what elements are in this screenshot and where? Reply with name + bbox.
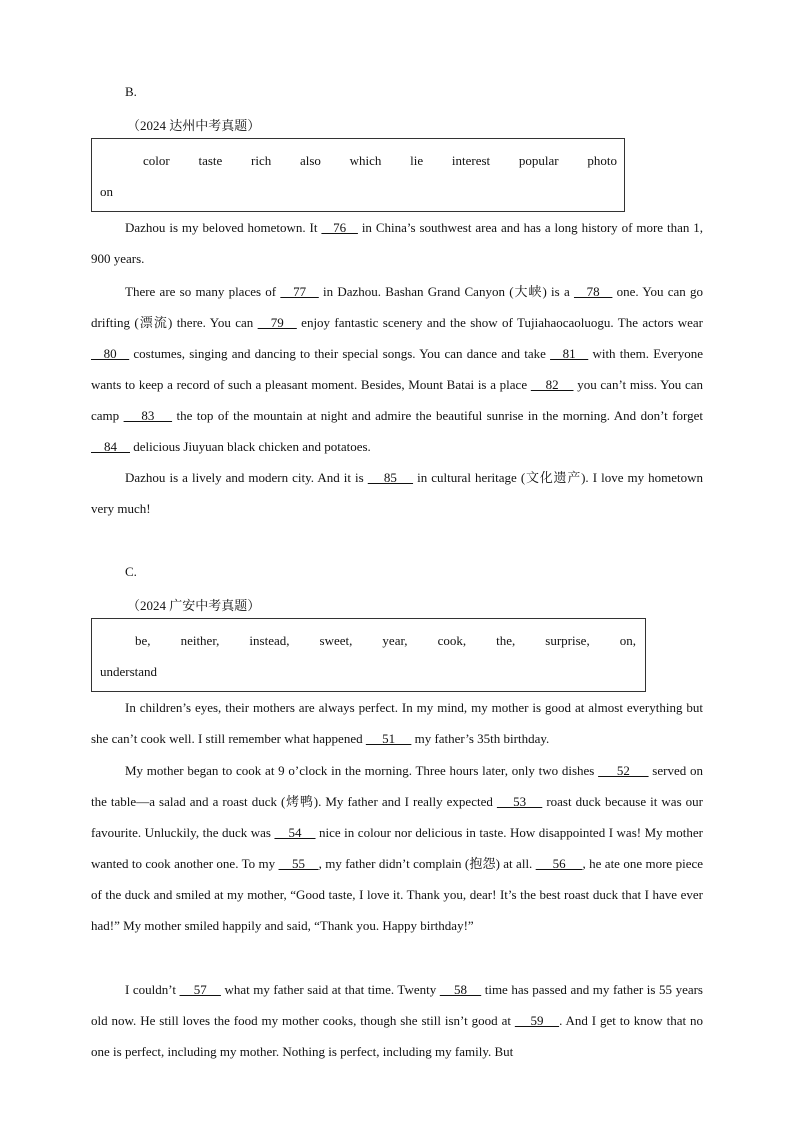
section-b-word-box — [91, 138, 625, 212]
word-bank-item: on, — [619, 633, 636, 648]
word-bank-item: on — [100, 184, 113, 199]
word-bank-item: sweet, — [319, 633, 353, 648]
answer-blank[interactable]: 55 — [278, 856, 319, 871]
word-bank-item: color — [143, 153, 170, 168]
section-b-word-row — [92, 153, 624, 169]
word-bank-item: be, — [135, 633, 151, 648]
section-b-paragraph-1: Dazhou is my beloved hometown. It 76 in China’s southwest area and has a long history of more than 1, 900 years. — [91, 220, 704, 266]
section-b-source: （2024 达州中考真题） — [127, 118, 261, 133]
answer-blank[interactable]: 77 — [280, 284, 319, 299]
answer-blank[interactable]: 76 — [321, 220, 358, 235]
answer-blank[interactable]: 51 — [365, 731, 412, 746]
section-c-paragraph-3: I couldn’t 57 what my father said at that time. Twenty 58 time has passed and my father is 55 years old now. He still loves the food my mother cooks, though she still isn’t good at 59 . And I get to know that no one is perfect, including my mother. Nothing is perfect, including my family. But — [91, 982, 703, 1059]
word-bank-item: which — [349, 153, 382, 168]
word-bank-item: neither, — [180, 633, 220, 648]
section-c-word-row — [92, 633, 645, 649]
answer-blank[interactable]: 82 — [530, 377, 574, 392]
answer-blank[interactable]: 83 — [123, 408, 173, 423]
section-b-label: B. — [125, 84, 137, 99]
answer-blank[interactable]: 81 — [550, 346, 589, 361]
word-bank-item: lie — [410, 153, 424, 168]
answer-blank[interactable]: 85 — [367, 470, 414, 485]
section-c-paragraph-1: In children’s eyes, their mothers are always perfect. In my mind, my mother is good at almost everything but she can’t cook well. I still remember what happened 51 my father’s 35th birthday. — [91, 700, 703, 746]
section-b-paragraph-3: Dazhou is a lively and modern city. And it is 85 in cultural heritage (文化遗产). I love my hometown very much! — [91, 470, 704, 516]
answer-blank[interactable]: 78 — [573, 284, 613, 299]
section-c-source: （2024 广安中考真题） — [127, 598, 261, 613]
word-bank-item: photo — [587, 153, 617, 168]
word-bank-item: instead, — [249, 633, 290, 648]
section-c-label: C. — [125, 564, 137, 579]
answer-blank[interactable]: 58 — [439, 982, 482, 997]
answer-blank[interactable]: 53 — [496, 794, 543, 809]
word-bank-item: cook, — [437, 633, 467, 648]
word-bank-item: understand — [100, 664, 158, 679]
answer-blank[interactable]: 59 — [514, 1013, 560, 1028]
section-c-word-box — [91, 618, 646, 692]
word-bank-item: interest — [451, 153, 491, 168]
answer-blank[interactable]: 56 — [535, 856, 583, 871]
word-bank-item: rich — [251, 153, 272, 168]
word-bank-item: the, — [496, 633, 516, 648]
answer-blank[interactable]: 79 — [257, 315, 297, 330]
section-c-paragraph-2: My mother began to cook at 9 o’clock in the morning. Three hours later, only two dishes 52 served on the table—a salad and a roast duck (烤鸭). My father and I really expected 53 roast duck because it was our favourite. Unluckily, the duck was 54 nice in colour nor delicious in taste. How disappointed I was! My mother wanted to cook another one. To my 55 , my father didn’t complain (抱怨) at all. 56 , he ate one more piece of the duck and smiled at my mother, “Good taste, I love it. Thank you, dear! It’s the best roast duck that I have ever had!” My mother smiled happily and said, “Thank you. Happy birthday!” — [91, 763, 704, 933]
word-bank-item: also — [299, 153, 321, 168]
word-bank-item: surprise, — [545, 633, 590, 648]
answer-blank[interactable]: 84 — [91, 439, 130, 454]
word-bank-item: popular — [518, 153, 559, 168]
section-b-paragraph-2: There are so many places of 77 in Dazhou. Bashan Grand Canyon (大峡) is a 78 one. You can go drifting (漂流) there. You can 79 enjoy fantastic scenery and the show of Tujiahaocaoluogu. The actors wear 80 costumes, singing and dancing to their special songs. You can dance and take 81 with them. Everyone wants to keep a record of such a pleasant moment. Besides, Mount Batai is a place 82 you can’t miss. You can camp 83 the top of the mountain at night and admire the beautiful sunrise in the morning. And don’t forget 84 delicious Jiuyuan black chicken and potatoes. — [91, 284, 704, 454]
word-bank-item: year, — [382, 633, 408, 648]
answer-blank[interactable]: 52 — [598, 763, 649, 778]
word-bank-item: taste — [198, 153, 223, 168]
answer-blank[interactable]: 80 — [91, 346, 130, 361]
answer-blank[interactable]: 57 — [179, 982, 221, 997]
answer-blank[interactable]: 54 — [274, 825, 316, 840]
